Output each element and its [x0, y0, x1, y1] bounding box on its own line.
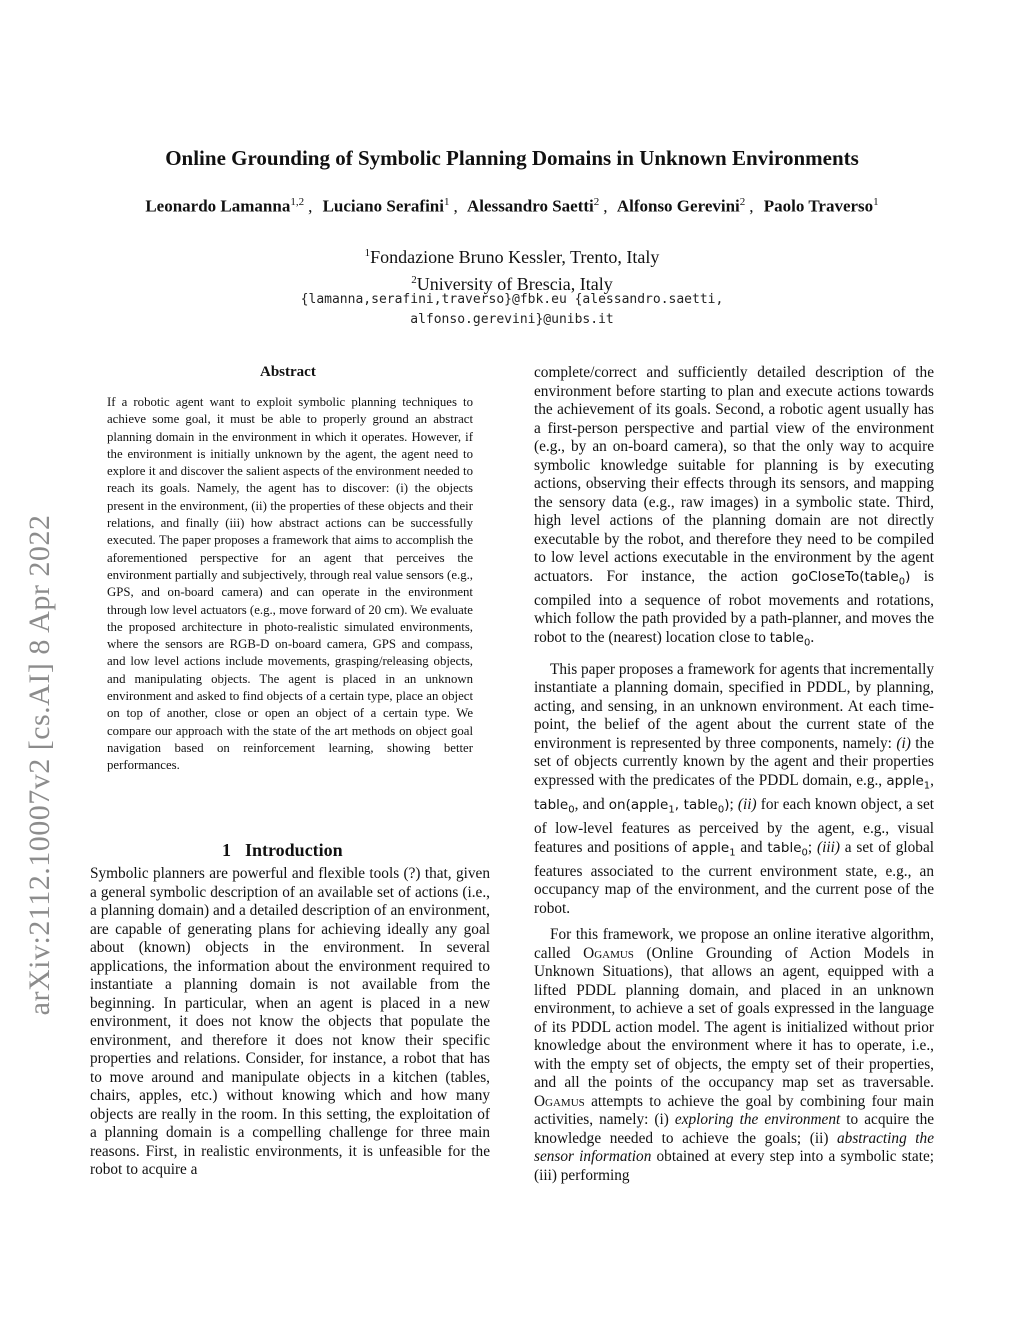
affiliation-line: $^2$University of Brescia, Italy: [411, 274, 613, 294]
section-title: Introduction: [245, 840, 343, 860]
body-paragraph: complete/correct and sufficiently detailed description of the environment before starting to plan and execute actions towards the achievement of its goals. Second, a robotic agent usually has a first-person perspective and partial view of the environment (e.g., by an on-board camera), so that the only way to acquire symbolic knowledge suitable for planning is by executing actions, observing their effects through its sensors, and mapping the sensory data (e.g., raw images) in a symbolic state. Third, high level actions of the planning domain are not directly executable by the robot, and therefore they need to be compiled to low level actions executable in the environment by the agent actuators. For instance, the action goCloseTo(table$_0$) is compiled into a sequence of robot movements and rotations, which follow the path provided by a path-planner, and moves the robot to the (nearest) location close to table$_0$.: [534, 364, 934, 649]
arxiv-identifier: arXiv:2112.10007v2 [cs.AI] 8 Apr 2022: [23, 514, 56, 1016]
inline-code: goCloseTo(table$_0$): [791, 568, 911, 588]
author-emails: [0, 290, 1024, 330]
section-number: 1: [222, 840, 231, 860]
author-affil-mark: 2: [593, 196, 600, 208]
author-name: Leonardo Lamanna: [145, 196, 291, 216]
section-heading-introduction: [222, 840, 343, 861]
email-line: {lamanna,serafini,traverso}@fbk.eu {alessandro.saetti,: [300, 292, 724, 307]
inline-code: table$_0$: [769, 629, 811, 649]
author-name: Paolo Traverso: [763, 196, 874, 216]
author-list: Leonardo Lamanna$^{1,2}$ , Luciano Serafini$^1$ , Alessandro Saetti$^2$ , Alfonso Gerevini$^2$ , Paolo Traverso$^1$: [145, 196, 879, 216]
intro-paragraph-left: Symbolic planners are powerful and flexible tools (?) that, given a general symbolic description of an available set of actions (i.e., a planning domain) and a detailed description of an environment, are capable of generating plans for achieving ideally any goal about (known) objects in the environment. In several applications, the information about the environment required to instantiate a planning domain is not available from the beginning. In particular, when an agent is placed in a new environment, it does not know the objects that populate the environment, and therefore it does not know their specific properties and relations. Consider, for instance, a robot that has to move around and manipulate objects in a kitchen (tables, chairs, apples, etc.) without knowing which and how many objects are really in the room. In this setting, the exploitation of a planning domain is a compelling challenge for three main reasons. First, in realistic environments, it is unfeasible for the robot to acquire a: [90, 865, 490, 1178]
paper-title: Online Grounding of Symbolic Planning Domains in Unknown Environments: [165, 146, 859, 170]
abstract-heading: Abstract: [260, 364, 316, 380]
email-line: alfonso.gerevini}@unibs.it: [410, 312, 614, 327]
author-name: Luciano Serafini: [322, 196, 444, 216]
affiliations: [0, 242, 1024, 296]
abstract-body: If a robotic agent want to exploit symbolic planning techniques to achieve some goal, it must be able to properly ground an abstract planning domain in the environment in which it operates. However, if the environment is initially unknown by the agent, the agent need to explore it and discover the salient aspects of the environment needed to reach its goals. Namely, the agent has to discover: (i) the objects present in the environment, (ii) the properties of these objects and their relations, and finally (iii) how abstract actions can be successfully executed. The paper proposes a framework that aims to accomplish the aforementioned perspective for an agent that perceives the environment partially and subjectively, through real value sensors (e.g., GPS, and on-board camera) and can operate in the environment through low level actuators (e.g., move forward of 20 cm). We evaluate the proposed architecture in photo-realistic simulated environments, where the sensors are RGB-D on-board camera, GPS and compass, and low level actions include movements, grasping/releasing objects, and manipulating objects. The agent is placed in an unknown environment and asked to find objects of a certain type, place an object on top of another, close or open an object of a certain type. We compare our approach with the state of the art methods on object goal navigation based on reinforcement learning, showing better performances.: [107, 395, 473, 773]
affiliation-line: $^1$Fondazione Bruno Kessler, Trento, Italy: [364, 247, 660, 267]
author-name: Alessandro Saetti: [467, 196, 594, 216]
body-paragraph: This paper proposes a framework for agents that incrementally instantiate a planning domain, specified in PDDL, by planning, acting, and sensing, in an unknown environment. At each time-point, the belief of the agent about the current state of the environment is represented by three components, namely: (i) the set of objects currently known by the agent and their properties expressed with the predicates of the PDDL domain, e.g., apple$_1$, table$_0$, and on(apple$_1$, table$_0$); (ii) for each known object, a set of low-level features as perceived by the agent, e.g., visual features and positions of apple$_1$ and table$_0$; (iii) a set of global features associated to the current environment state, e.g., an occupancy map of the environment, and the current pose of the robot.: [534, 660, 934, 917]
right-column: [534, 364, 934, 1193]
author-affil-mark: 1: [873, 196, 879, 208]
author-affil-mark: 1: [443, 196, 450, 208]
author-affil-mark: 1,2: [290, 196, 305, 208]
author-name: Alfonso Gerevini: [616, 196, 740, 216]
author-affil-mark: 2: [739, 196, 746, 208]
body-paragraph: For this framework, we propose an online iterative algorithm, called Ogamus (Online Grounding of Action Models in Unknown Situations), that allows an agent, equipped with a lifted PDDL planning domain, and placed in an unknown environment, to achieve a set of goals expressed in the language of its PDDL action model. The agent is initialized without prior knowledge about the environment where it has to operate, i.e., with the empty set of objects, the empty set of their properties, and all the points of the occupancy map set as traversable. Ogamus attempts to achieve the goal by combining four main activities, namely: (i) exploring the environment to acquire the knowledge needed to achieve the goals; (ii) abstracting the sensor information obtained at every step into a symbolic state; (iii) performing: [534, 926, 935, 1184]
